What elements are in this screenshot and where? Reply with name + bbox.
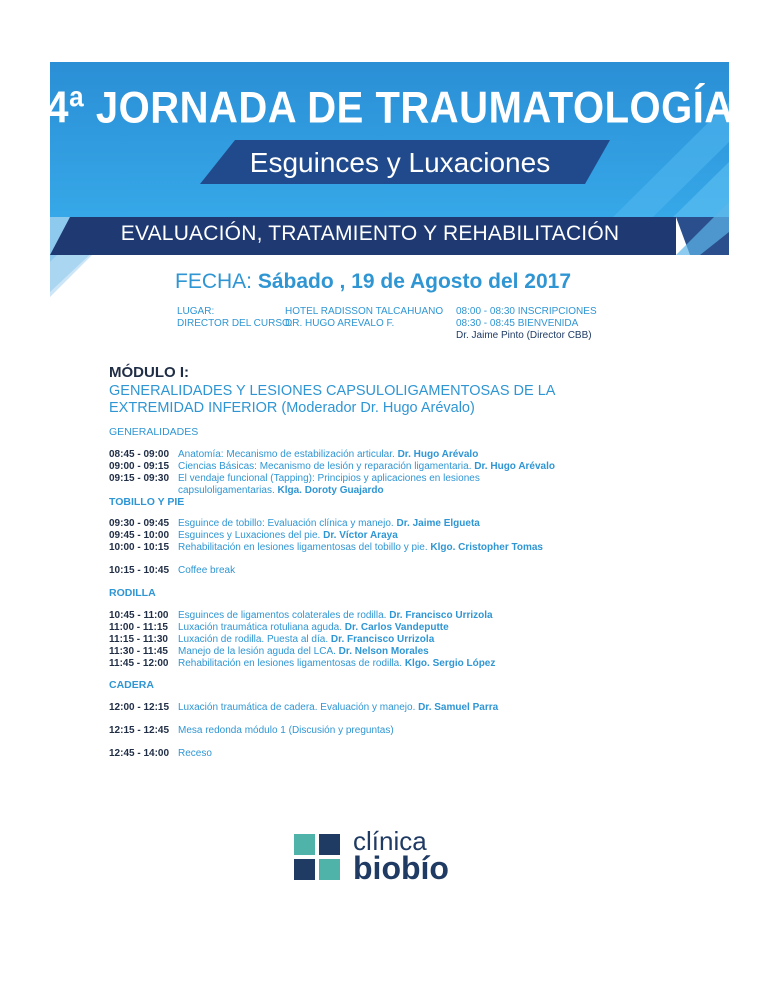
row-time: 10:15 - 10:45	[109, 565, 170, 576]
row-time: 12:00 - 12:15	[109, 702, 170, 713]
row-speaker: Dr. Hugo Arévalo	[474, 461, 556, 472]
director-value: DR. HUGO AREVALO F.	[285, 318, 395, 329]
row-speaker: Dr. Francisco Urrizola	[389, 610, 493, 621]
logo-square-teal-top	[294, 834, 315, 855]
program-row	[109, 634, 434, 646]
row-text: Esguinces de ligamentos colaterales de rodilla.	[178, 610, 390, 621]
row-speaker: Dr. Nelson Morales	[338, 646, 429, 657]
program-row	[109, 461, 555, 473]
program-row	[109, 518, 480, 530]
row-speaker: Dr. Hugo Arévalo	[397, 449, 479, 460]
program-row	[109, 449, 478, 461]
program-row	[109, 646, 429, 658]
row-time: 09:00 - 09:15	[109, 461, 170, 472]
row-time: 11:30 - 11:45	[109, 646, 168, 657]
event-date	[175, 270, 571, 294]
row-time: 09:30 - 09:45	[109, 518, 170, 529]
schedule-welcome: 08:30 - 08:45 BIENVENIDA	[456, 318, 579, 329]
program-row	[109, 610, 493, 622]
module-subtitle: GENERALIDADES Y LESIONES CAPSULOLIGAMENTOSAS DE LA EXTREMIDAD INFERIOR (Moderador Dr. Hugo Arévalo)	[109, 383, 555, 416]
row-text: Rehabilitación en lesiones ligamentosas del tobillo y pie.	[178, 542, 431, 553]
row-speaker: Klga. Doroty Guajardo	[277, 485, 384, 496]
date-label: FECHA:	[175, 270, 253, 293]
module-title: MÓDULO I:	[109, 364, 189, 381]
logo-square-navy-top	[319, 834, 340, 855]
logo-square-teal-bottom	[319, 859, 340, 880]
row-time: 11:15 - 11:30	[109, 634, 168, 645]
schedule-registration: 08:00 - 08:30 INSCRIPCIONES	[456, 306, 597, 317]
row-text: El vendaje funcional (Tapping): Principios y aplicaciones en lesiones	[178, 473, 480, 484]
schedule-speaker: Dr. Jaime Pinto (Director CBB)	[456, 330, 592, 341]
row-time: 12:15 - 12:45	[109, 725, 170, 736]
row-text: Manejo de la lesión aguda del LCA.	[178, 646, 339, 657]
row-speaker: Dr. Jaime Elgueta	[396, 518, 480, 529]
section-tobillo: TOBILLO Y PIE	[109, 496, 185, 508]
lugar-value: HOTEL RADISSON TALCAHUANO	[285, 306, 444, 317]
program-row	[109, 748, 212, 760]
program-row	[109, 658, 495, 670]
row-text: capsuloligamentarias.	[178, 485, 278, 496]
row-text: Luxación de rodilla. Puesta al día.	[178, 634, 331, 645]
row-time: 09:45 - 10:00	[109, 530, 170, 541]
row-time: 10:45 - 11:00	[109, 610, 169, 621]
event-title: 4ª JORNADA DE TRAUMATOLOGÍA	[46, 83, 734, 133]
row-text: Anatomía: Mecanismo de estabilización articular.	[178, 449, 398, 460]
section-generalidades: GENERALIDADES	[109, 426, 199, 438]
date-value: Sábado , 19 de Agosto del 2017	[257, 270, 572, 293]
row-speaker: Klgo. Sergio López	[404, 658, 496, 669]
row-text: Receso	[178, 748, 212, 759]
logo-text-biobio: biobío	[353, 850, 449, 886]
program-row	[109, 530, 398, 542]
row-time: 09:15 - 09:30	[109, 473, 170, 484]
row-time: 11:45 - 12:00	[109, 658, 169, 669]
row-text: Coffee break	[178, 565, 236, 576]
row-speaker: Klgo. Cristopher Tomas	[430, 542, 543, 553]
event-tagline: EVALUACIÓN, TRATAMIENTO Y REHABILITACIÓN	[120, 222, 620, 245]
row-speaker: Dr. Carlos Vandeputte	[344, 622, 449, 633]
row-text: Mesa redonda módulo 1 (Discusión y preguntas)	[178, 725, 394, 736]
program-row	[109, 473, 480, 485]
logo-square-navy-bottom	[294, 859, 315, 880]
row-time: 12:45 - 14:00	[109, 748, 170, 759]
row-text: Luxación traumática rotuliana aguda.	[178, 622, 345, 633]
row-time: 08:45 - 09:00	[109, 449, 170, 460]
program-row	[109, 565, 235, 577]
section-cadera: CADERA	[109, 679, 154, 691]
program-row	[109, 702, 498, 714]
logo-text-clinica: clínica	[353, 826, 427, 856]
row-time: 10:00 - 10:15	[109, 542, 170, 553]
row-text: Esguinces y Luxaciones del pie.	[178, 530, 324, 541]
program-row	[109, 542, 543, 554]
row-time: 11:00 - 11:15	[109, 622, 168, 633]
row-speaker: Dr. Víctor Araya	[323, 530, 398, 541]
program-row	[109, 725, 394, 737]
event-subtitle: Esguinces y Luxaciones	[249, 147, 551, 178]
program-row	[109, 622, 449, 634]
section-rodilla: RODILLA	[109, 587, 156, 599]
row-text: Ciencias Básicas: Mecanismo de lesión y reparación ligamentaria.	[178, 461, 475, 472]
row-text: Rehabilitación en lesiones ligamentosas de rodilla.	[178, 658, 405, 669]
row-text: Esguince de tobillo: Evaluación clínica y manejo.	[178, 518, 397, 529]
director-label: DIRECTOR DEL CURSO:	[177, 318, 293, 329]
row-speaker: Dr. Samuel Parra	[418, 702, 499, 713]
row-text: Luxación traumática de cadera. Evaluación y manejo.	[178, 702, 419, 713]
lugar-label: LUGAR:	[177, 306, 215, 317]
row-speaker: Dr. Francisco Urrizola	[330, 634, 435, 645]
